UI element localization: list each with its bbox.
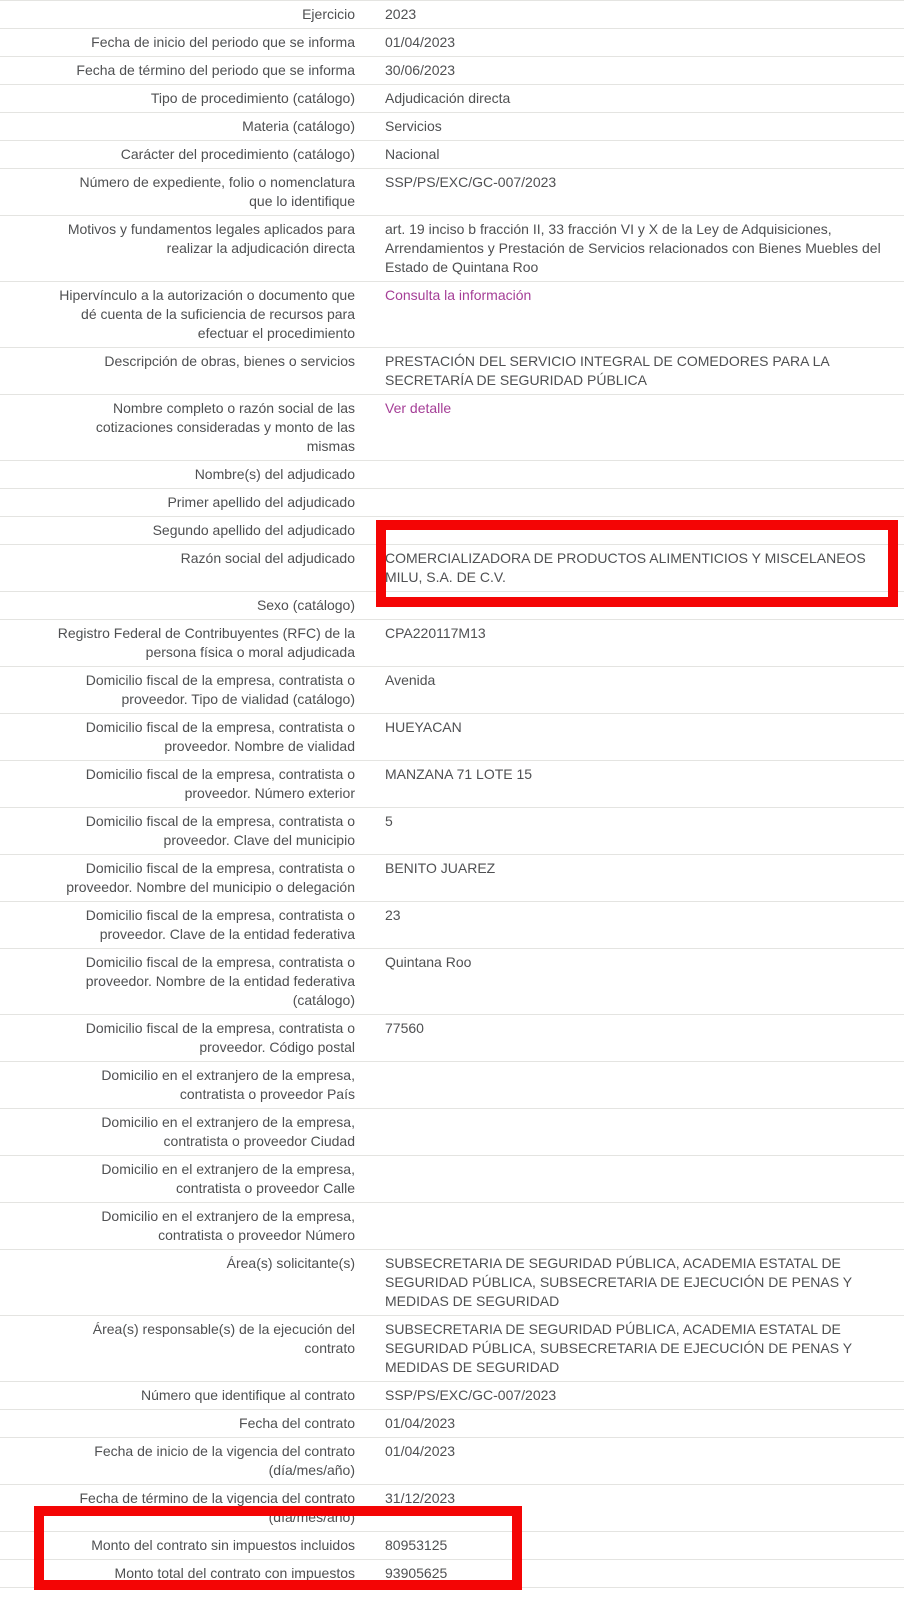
field-label: Domicilio fiscal de la empresa, contratista o proveedor. Nombre del municipio o delegación [66, 860, 355, 895]
field-label: Domicilio fiscal de la empresa, contratista o proveedor. Número exterior [85, 766, 355, 801]
field-value [355, 1113, 904, 1132]
field-value: HUEYACAN [385, 719, 462, 735]
table-row [0, 807, 904, 854]
table-row [0, 140, 904, 168]
field-value: art. 19 inciso b fracción II, 33 fracción VI y X de la Ley de Adquisiciones, Arrendamientos y Prestación de Servicios relacionados con Bienes Muebles del Estado de Quintana Roo [385, 221, 881, 275]
field-value [355, 493, 904, 512]
table-row [0, 666, 904, 713]
field-label: Monto del contrato sin impuestos incluidos [91, 1537, 355, 1553]
field-label: Domicilio fiscal de la empresa, contratista o proveedor. Tipo de vialidad (catálogo) [85, 672, 355, 707]
field-label: Domicilio fiscal de la empresa, contratista o proveedor. Clave de la entidad federativa [85, 907, 355, 942]
field-label: Número que identifique al contrato [140, 1387, 355, 1403]
field-value [355, 1207, 904, 1226]
field-value: Servicios [385, 118, 442, 134]
table-row [0, 394, 904, 460]
table-row [0, 1381, 904, 1409]
table-row [0, 28, 904, 56]
table-row [0, 619, 904, 666]
field-value [355, 1066, 904, 1085]
table-row [0, 1437, 904, 1484]
field-value [355, 596, 904, 615]
field-label: Fecha de término de la vigencia del contrato (día/mes/año) [79, 1490, 355, 1525]
field-label: Registro Federal de Contribuyentes (RFC) de la persona física o moral adjudicada [57, 625, 355, 660]
field-label: Hipervínculo a la autorización o documento que dé cuenta de la suficiencia de recursos para efectuar el procedimiento [59, 287, 355, 341]
table-row [0, 1108, 904, 1155]
table-row [0, 1484, 904, 1531]
table-row [0, 215, 904, 281]
field-value: BENITO JUAREZ [385, 860, 496, 876]
table-row [0, 1531, 904, 1559]
table-row [0, 591, 904, 619]
field-label: Segundo apellido del adjudicado [152, 522, 355, 538]
table-row [0, 544, 904, 591]
field-value: 31/12/2023 [385, 1490, 456, 1506]
field-label: Fecha de inicio de la vigencia del contrato (día/mes/año) [94, 1443, 355, 1478]
field-value-link[interactable]: Ver detalle [385, 400, 452, 416]
field-label: Materia (catálogo) [242, 118, 355, 134]
field-label: Motivos y fundamentos legales aplicados para realizar la adjudicación directa [67, 221, 355, 256]
table-row [0, 948, 904, 1014]
field-value: Adjudicación directa [385, 90, 511, 106]
field-value: 01/04/2023 [385, 1443, 456, 1459]
field-label: Descripción de obras, bienes o servicios [104, 353, 355, 369]
table-row [0, 1559, 904, 1588]
field-label: Ejercicio [302, 6, 355, 22]
table-row [0, 488, 904, 516]
table-row [0, 516, 904, 544]
table-row [0, 1155, 904, 1202]
field-label: Número de expediente, folio o nomenclatura que lo identifique [79, 174, 355, 209]
field-value: COMERCIALIZADORA DE PRODUCTOS ALIMENTICIOS Y MISCELANEOS MILU, S.A. DE C.V. [385, 550, 866, 585]
field-label: Monto total del contrato con impuestos [114, 1565, 355, 1581]
table-row [0, 84, 904, 112]
field-label: Carácter del procedimiento (catálogo) [120, 146, 355, 162]
field-label: Domicilio en el extranjero de la empresa, contratista o proveedor Calle [101, 1161, 355, 1196]
field-label: Sexo (catálogo) [256, 597, 355, 613]
field-label: Domicilio fiscal de la empresa, contratista o proveedor. Nombre de la entidad federativa (catálogo) [85, 954, 355, 1008]
field-value: Nacional [385, 146, 440, 162]
field-value: 01/04/2023 [385, 1415, 456, 1431]
table-row [0, 1249, 904, 1315]
table-row [0, 1409, 904, 1437]
table-row [0, 713, 904, 760]
field-label: Fecha del contrato [239, 1415, 355, 1431]
field-value: MANZANA 71 LOTE 15 [385, 766, 533, 782]
field-value: Avenida [385, 672, 436, 688]
field-label: Razón social del adjudicado [180, 550, 355, 566]
table-row [0, 1061, 904, 1108]
table-row [0, 0, 904, 28]
table-row [0, 112, 904, 140]
table-row [0, 1014, 904, 1061]
table-row [0, 281, 904, 347]
field-value: CPA220117M13 [385, 625, 486, 641]
field-label: Nombre(s) del adjudicado [194, 466, 355, 482]
field-label: Domicilio fiscal de la empresa, contratista o proveedor. Código postal [85, 1020, 355, 1055]
field-label: Fecha de término del periodo que se informa [76, 62, 355, 78]
table-row [0, 56, 904, 84]
field-value: 23 [385, 907, 401, 923]
table-row [0, 347, 904, 394]
field-label: Fecha de inicio del periodo que se informa [91, 34, 355, 50]
field-label: Domicilio fiscal de la empresa, contratista o proveedor. Nombre de vialidad [85, 719, 355, 754]
field-value [355, 465, 904, 484]
field-label: Domicilio en el extranjero de la empresa, contratista o proveedor País [101, 1067, 355, 1102]
table-row [0, 460, 904, 488]
field-label: Primer apellido del adjudicado [167, 494, 355, 510]
field-label: Domicilio en el extranjero de la empresa, contratista o proveedor Número [101, 1208, 355, 1243]
field-label: Nombre completo o razón social de las cotizaciones consideradas y monto de las mismas [95, 400, 355, 454]
field-label: Tipo de procedimiento (catálogo) [150, 90, 355, 106]
field-value: SUBSECRETARIA DE SEGURIDAD PÚBLICA, ACADEMIA ESTATAL DE SEGURIDAD PÚBLICA, SUBSECRETARIA DE EJECUCIÓN DE PENAS Y MEDIDAS DE SEGURIDAD [385, 1321, 852, 1375]
field-value: SSP/PS/EXC/GC-007/2023 [385, 174, 557, 190]
table-row [0, 1202, 904, 1249]
field-value: 93905625 [385, 1565, 448, 1581]
field-value [355, 1160, 904, 1179]
field-label: Área(s) responsable(s) de la ejecución del contrato [92, 1321, 355, 1356]
field-value-link[interactable]: Consulta la información [385, 287, 532, 303]
field-value: 2023 [385, 6, 417, 22]
table-row [0, 760, 904, 807]
field-label: Área(s) solicitante(s) [226, 1255, 355, 1271]
field-value: Quintana Roo [385, 954, 472, 970]
table-row [0, 854, 904, 901]
field-label: Domicilio en el extranjero de la empresa, contratista o proveedor Ciudad [101, 1114, 355, 1149]
table-row [0, 901, 904, 948]
field-value: SUBSECRETARIA DE SEGURIDAD PÚBLICA, ACADEMIA ESTATAL DE SEGURIDAD PÚBLICA, SUBSECRETARIA DE EJECUCIÓN DE PENAS Y MEDIDAS DE SEGURIDAD [385, 1255, 852, 1309]
field-value: 30/06/2023 [385, 62, 456, 78]
field-value: 77560 [385, 1020, 424, 1036]
field-value [355, 521, 904, 540]
field-value: SSP/PS/EXC/GC-007/2023 [385, 1387, 557, 1403]
table-row [0, 168, 904, 215]
field-value: 80953125 [385, 1537, 448, 1553]
field-value: PRESTACIÓN DEL SERVICIO INTEGRAL DE COMEDORES PARA LA SECRETARÍA DE SEGURIDAD PÚBLICA [385, 353, 829, 388]
field-value [355, 286, 904, 305]
table-row [0, 1315, 904, 1381]
field-value: 01/04/2023 [385, 34, 456, 50]
field-value [355, 399, 904, 418]
field-label: Domicilio fiscal de la empresa, contratista o proveedor. Clave del municipio [85, 813, 355, 848]
field-value: 5 [385, 813, 393, 829]
